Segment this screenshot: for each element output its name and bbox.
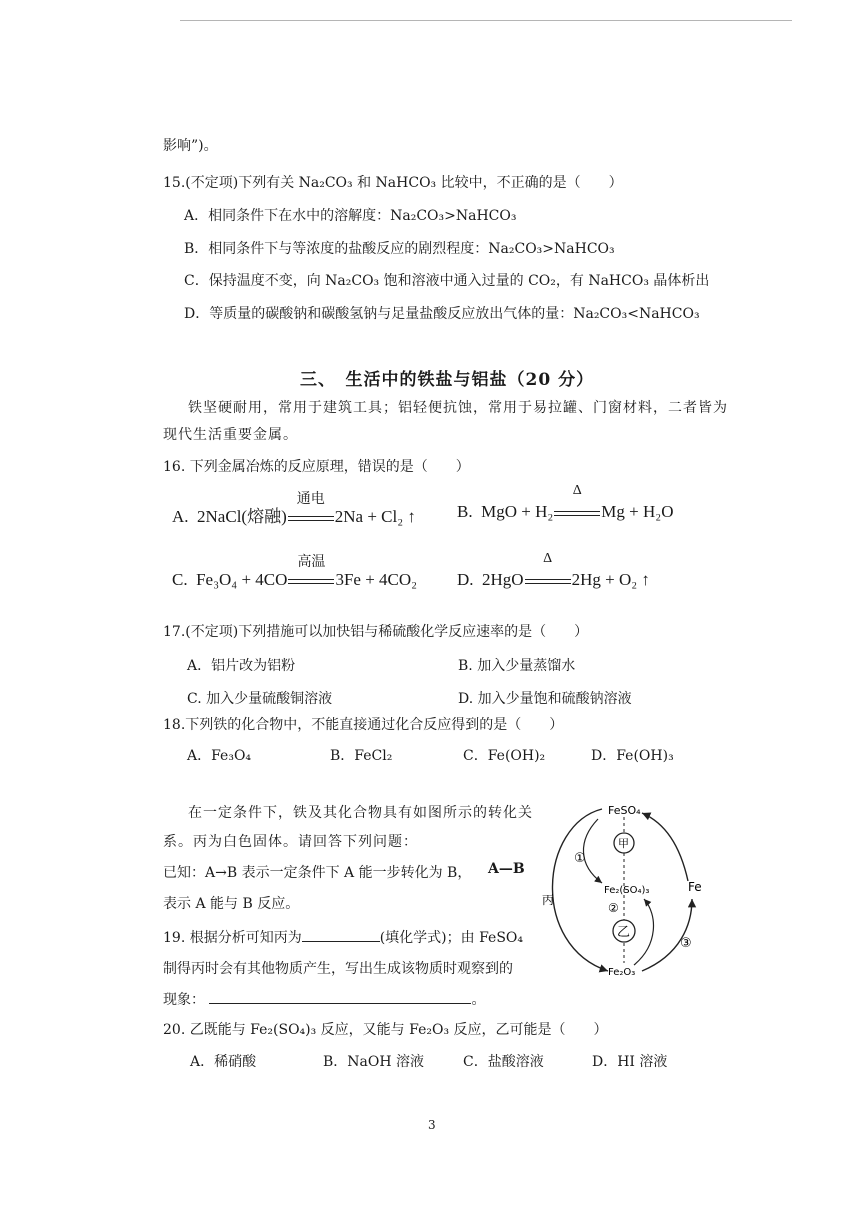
q20-option-a: A．稀硝酸 xyxy=(190,1054,257,1070)
q17-option-a: A．铝片改为铝粉 xyxy=(187,658,296,674)
q19-answer-blank-2[interactable] xyxy=(209,1003,471,1004)
q15-stem: 15.(不定项)下列有关 Na₂CO₃ 和 NaHCO₃ 比较中，不正确的是（ ） xyxy=(163,175,623,191)
q20-option-b: B．NaOH 溶液 xyxy=(323,1054,425,1070)
q17-option-b: B. 加入少量蒸馏水 xyxy=(458,658,576,674)
q16-b-condition: Δ xyxy=(572,483,582,498)
q19-answer-blank-1[interactable] xyxy=(302,941,380,942)
q18-option-c: C．Fe(OH)₂ xyxy=(463,748,546,764)
q16-option-c xyxy=(172,555,418,590)
context-line2: 系。丙为白色固体。请回答下列问题： xyxy=(163,834,418,850)
section-intro-line2: 现代生活重要金属。 xyxy=(163,427,298,443)
q19-part2: (填化学式)；由 FeSO₄ xyxy=(379,930,524,946)
q19-line3 xyxy=(163,989,485,1009)
top-rule xyxy=(180,20,792,21)
q19-line2: 制得丙时会有其他物质产生，写出生成该物质时观察到的 xyxy=(163,961,513,977)
q17-option-c: C. 加入少量硫酸铜溶液 xyxy=(187,691,333,707)
label-bing: 丙 xyxy=(542,893,555,907)
page-number: 3 xyxy=(428,1118,436,1132)
q16-option-d xyxy=(457,551,650,590)
q16-a-label: A. xyxy=(172,507,189,526)
q16-c-lhs: Fe₃O₄ + 4CO xyxy=(196,570,288,589)
context-line1: 在一定条件下，铁及其化合物具有如图所示的转化关 xyxy=(188,805,533,821)
q15-option-b: B．相同条件下与等浓度的盐酸反应的剧烈程度：Na₂CO₃>NaHCO₃ xyxy=(184,241,615,257)
q16-b-lhs: MgO + H₂ xyxy=(481,502,554,521)
q16-b-rhs: Mg + H₂O xyxy=(601,502,674,521)
q20-stem: 20. 乙既能与 Fe₂(SO₄)₃ 反应，又能与 Fe₂O₃ 反应，乙可能是（ ） xyxy=(163,1022,608,1038)
q17-option-d: D. 加入少量饱和硫酸钠溶液 xyxy=(458,691,632,707)
label-fe2so43: Fe₂(SO₄)₃ xyxy=(604,885,650,896)
q20-option-c: C．盐酸溶液 xyxy=(463,1054,544,1070)
q16-stem: 16. 下列金属冶炼的反应原理，错误的是（ ） xyxy=(163,459,470,475)
q18-option-b: B．FeCl₂ xyxy=(330,748,393,764)
section-title: 三、 生活中的铁盐与铝盐（20 分） xyxy=(300,370,595,390)
q16-c-condition: 高温 xyxy=(297,555,326,570)
context-reaction-notation: A—B xyxy=(488,861,525,877)
q16-c-equals xyxy=(287,555,335,590)
q20-option-d: D．HI 溶液 xyxy=(592,1054,668,1070)
q16-a-equals xyxy=(287,492,335,527)
iron-conversion-diagram xyxy=(530,795,730,985)
q16-b-label: B. xyxy=(457,502,473,521)
label-circle-2: ② xyxy=(608,901,619,915)
q16-d-condition: Δ xyxy=(543,551,553,566)
q16-option-a xyxy=(172,492,416,527)
q18-stem: 18.下列铁的化合物中，不能直接通过化合反应得到的是（ ） xyxy=(163,717,564,733)
arc-fe-to-feso4 xyxy=(642,813,688,881)
q16-b-equals xyxy=(553,483,601,522)
q18-option-d: D．Fe(OH)₃ xyxy=(591,748,674,764)
label-yi: 乙 xyxy=(617,925,631,940)
q16-a-condition: 通电 xyxy=(296,492,325,507)
q16-d-rhs: 2Hg + O₂ ↑ xyxy=(571,570,650,589)
q19-line1 xyxy=(163,927,523,947)
q19-end: 。 xyxy=(471,992,486,1008)
q15-option-d: D．等质量的碳酸钠和碳酸氢钠与足量盐酸反应放出气体的量：Na₂CO₃<NaHCO₃ xyxy=(184,306,700,322)
q17-stem: 17.(不定项)下列措施可以加快铝与稀硫酸化学反应速率的是（ ） xyxy=(163,624,589,640)
q16-a-rhs: 2Na + Cl₂ ↑ xyxy=(334,507,416,526)
q15-option-a: A．相同条件下在水中的溶解度：Na₂CO₃>NaHCO₃ xyxy=(184,208,517,224)
q16-c-label: C. xyxy=(172,570,188,589)
q16-d-equals xyxy=(524,551,572,590)
arrow-2 xyxy=(634,899,653,965)
q16-a-lhs: 2NaCl(熔融) xyxy=(197,507,287,526)
label-circle-3: ③ xyxy=(680,936,692,951)
label-circle-1: ① xyxy=(574,851,586,866)
arc-fe2o3-to-fe xyxy=(642,899,692,971)
q16-c-rhs: 3Fe + 4CO₂ xyxy=(335,570,418,589)
label-jia: 甲 xyxy=(618,837,629,850)
section-intro-line1: 铁坚硬耐用，常用于建筑工具；铝轻便抗蚀，常用于易拉罐、门窗材料，二者皆为 xyxy=(188,400,728,416)
label-fe: Fe xyxy=(688,880,702,894)
arrow-1 xyxy=(583,819,602,883)
arc-feso4-to-fe2o3 xyxy=(552,809,608,971)
previous-question-tail: 影响”)。 xyxy=(163,138,218,154)
label-feso4: FeSO₄ xyxy=(608,804,641,817)
q18-option-a: A．Fe₃O₄ xyxy=(187,748,252,764)
context-line4: 表示 A 能与 B 反应。 xyxy=(163,896,300,912)
q16-d-label: D. xyxy=(457,570,474,589)
q16-option-b xyxy=(457,483,674,522)
q15-option-c: C．保持温度不变，向 Na₂CO₃ 饱和溶液中通入过量的 CO₂，有 NaHCO₃ 晶体析出 xyxy=(184,273,710,289)
q19-part1: 19. 根据分析可知丙为 xyxy=(163,930,302,946)
q16-d-lhs: 2HgO xyxy=(482,570,524,589)
label-fe2o3: Fe₂O₃ xyxy=(608,967,636,978)
context-line3: 已知：A→B 表示一定条件下 A 能一步转化为 B， xyxy=(163,865,472,881)
q19-line3-label: 现象： xyxy=(163,992,205,1008)
